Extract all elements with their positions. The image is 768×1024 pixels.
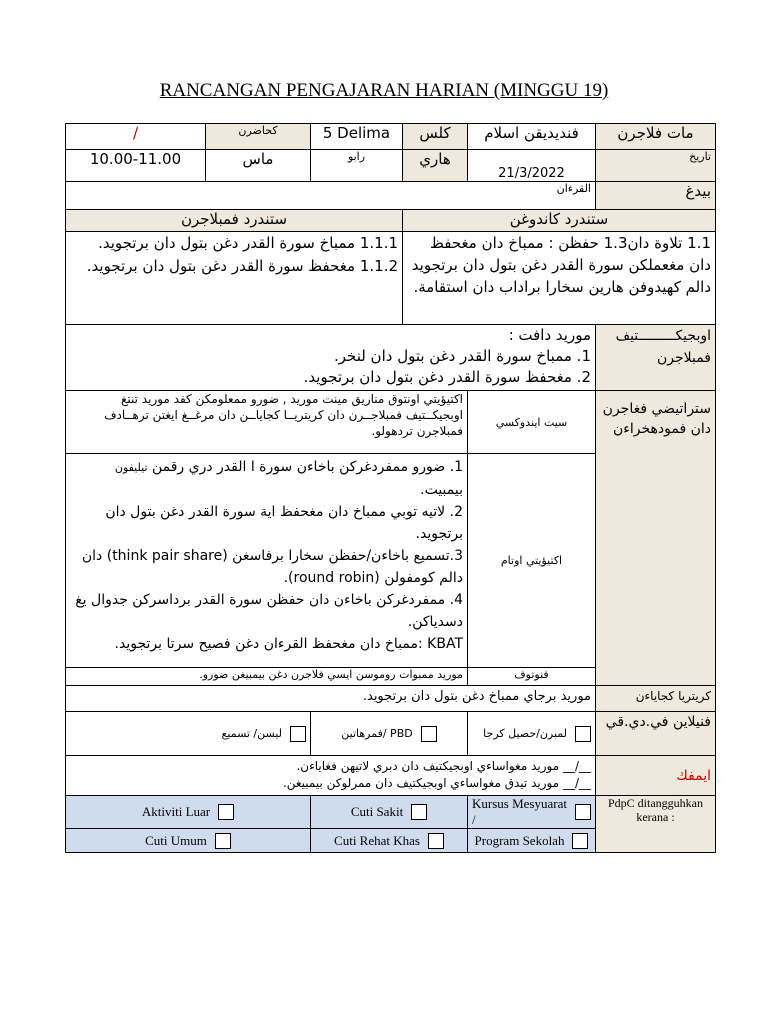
postponed-option-3: Kursus Mesyuarat / xyxy=(472,796,567,827)
objective-item-2: 2. مغحفظ سورة القدر دغن بتول دان برتجويد. xyxy=(303,368,591,386)
content-standard-header: ستندرد كاندوغن xyxy=(403,210,716,232)
activity-1-note: تيليفون xyxy=(114,461,148,474)
closing-text: موريد ممبوات روموسن ايسي فلاجرن دغن بيمبيغن ضورو. xyxy=(66,668,468,686)
date-value: 21/3/2022 xyxy=(468,150,596,182)
subject-value: فنديديقن اسلام xyxy=(468,124,596,150)
assessment-option-1: لمبرن/حصيل كرجا xyxy=(483,727,567,740)
day-value: رابو xyxy=(311,150,403,182)
postponed-option-4: Cuti Umum xyxy=(145,832,207,848)
activity-2: 2. لاتيه توبي ممباخ دان مغحفظ اية سورة القدر دغن بتول دان برتجويد. xyxy=(105,504,463,542)
objective-item-1: 1. ممباخ سورة القدر دغن بتول دان لنخر. xyxy=(333,347,591,365)
field-label: بيدغ xyxy=(596,182,716,210)
learning-standard-1: 1.1.1 ممباخ سورة القدر دغن بتول دان برتجويد. xyxy=(98,234,398,252)
impact-label: ايمفك xyxy=(596,756,716,796)
impact-line-1: __/__ موريد مغواساءي اوبجيكتيف دان دبري لاتيهن فغاياءن. xyxy=(296,759,591,773)
impact-line-2: __/__ موريد تيدق مغواساءي اوبجيكتيف دان ممرلوكن بيمبيغن. xyxy=(282,776,591,790)
field-value: القرءان xyxy=(66,182,596,210)
date-label: تاريخ xyxy=(596,150,716,182)
postponed-option-2: Cuti Sakit xyxy=(350,804,404,819)
postponed-checkbox-4[interactable] xyxy=(215,833,231,849)
induction-text: اكتيؤيتي اونتوق مناريق مينت موريد , ضورو ممعلومكن كفد موريد تنتغ اوبجيكــتيف فمبلاجــرن دان كريتريــا كجاياــن دان مرغــغ ايغتن ترهــادف فمبلاجرن تردهولو. xyxy=(66,391,468,454)
content-standard-text: 1.1 تلاوة دان1.3 حفظن : ممباخ دان مغحفظ دان مغعملكن سورة القدر دغن بتول دان برتجويد دالم كهيدوفن هارين سخارا براداب دان استقامة. xyxy=(403,232,716,325)
postponed-label: PdpC ditangguhkan kerana : xyxy=(596,796,716,853)
class-label: كلس xyxy=(403,124,468,150)
kbat-text: KBAT :ممباخ دان مغحفظ القرءان دغن فصيح سرتا برتجويد. xyxy=(114,636,463,652)
postponed-checkbox-2[interactable] xyxy=(411,804,427,820)
postponed-checkbox-6[interactable] xyxy=(572,833,588,849)
subject-label: مات فلاجرن xyxy=(596,124,716,150)
lesson-plan-table xyxy=(65,123,716,853)
postponed-option-5: Cuti Rehat Khas xyxy=(334,832,420,848)
learning-standard-2: 1.1.2 مغحفظ سورة القدر دغن بتول دان برتجويد. xyxy=(86,257,398,275)
postponed-checkbox-5[interactable] xyxy=(428,833,444,849)
assessment-checkbox-2[interactable] xyxy=(421,726,437,742)
success-criteria-text: موريد برجاي ممباخ دغن بتول دان برتجويد. xyxy=(66,686,596,712)
day-label: هاري xyxy=(403,150,468,182)
strategy-label: ستراتيضي فغاجرن دان فمودهخراءن xyxy=(596,391,716,686)
induction-label: سيت ايندوكسي xyxy=(468,391,596,454)
objectives-label: اوبجيكـــــــــتيف فمبلاجرن xyxy=(596,325,716,391)
attendance-label: كحاضرن xyxy=(206,124,311,150)
activity-3: 3.تسميع باخاءن/حفظن سخارا برفاسغن (think pair share) دان دالم كومفولن (round robin). xyxy=(81,548,463,586)
class-value: 5 Delima xyxy=(311,124,403,150)
activity-1-cont: بيمبيت. xyxy=(420,482,463,498)
time-value: 10.00-11.00 xyxy=(66,150,206,182)
assessment-checkbox-3[interactable] xyxy=(290,726,306,742)
postponed-option-6: Program Sekolah xyxy=(474,832,565,848)
activity-4: 4. ممفردغركن باخاءن دان حفظن سورة القدر برداسركن جدوال يغ دسدياكن. xyxy=(75,592,463,630)
page-title: RANCANGAN PENGAJARAN HARIAN (MINGGU 19) xyxy=(159,80,609,101)
assessment-checkbox-1[interactable] xyxy=(575,726,591,742)
closing-label: فنوتوف xyxy=(468,668,596,686)
learning-standard-header: ستندرد فمبلاجرن xyxy=(66,210,403,232)
assessment-option-2: فمرهاتين/ PBD xyxy=(341,727,413,740)
main-activity-label: اكتيؤيتي اوتام xyxy=(468,454,596,668)
time-label: ماس xyxy=(206,150,311,182)
attendance-value: / xyxy=(66,124,206,150)
activity-1: 1. ضورو ممفردغركن باخاءن سورة ا القدر دري رقمن xyxy=(151,459,463,475)
objectives-intro: موريد دافت : xyxy=(508,326,591,344)
postponed-checkbox-1[interactable] xyxy=(218,804,234,820)
assessment-label: فنيلاين في.دي.قي xyxy=(596,712,716,756)
assessment-option-3: ليسن/ تسميع xyxy=(221,727,282,740)
success-criteria-label: كريتريا كجاياءن xyxy=(596,686,716,712)
postponed-option-1: Aktiviti Luar xyxy=(141,804,211,819)
postponed-checkbox-3[interactable] xyxy=(575,804,591,820)
